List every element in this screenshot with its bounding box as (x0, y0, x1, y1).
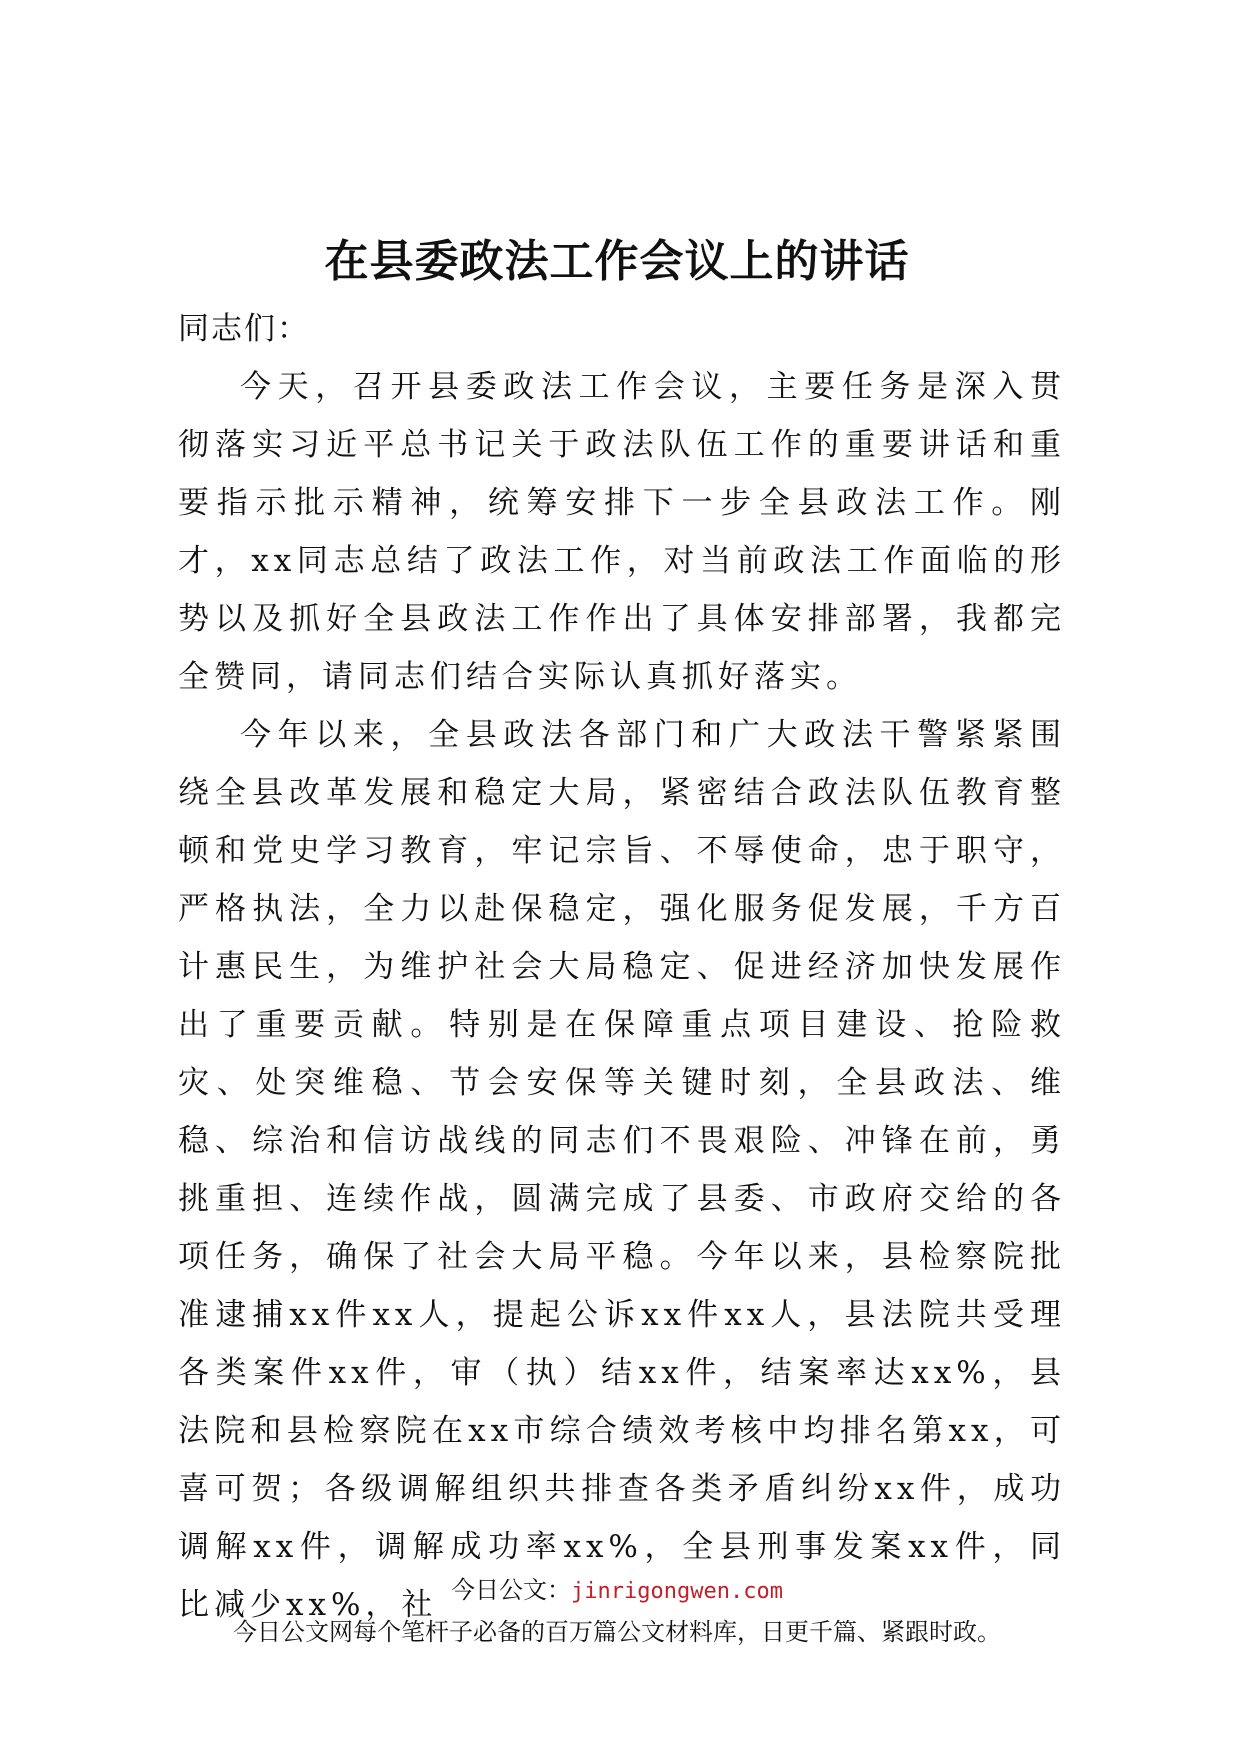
footer-slogan: 今日公文网每个笔杆子必备的百万篇公文材料库，日更千篇、紧跟时政。 (233, 1618, 1001, 1646)
footer-site-line (0, 1572, 1234, 1610)
paragraph-2: 今年以来，全县政法各部门和广大政法干警紧紧围绕全县改革发展和稳定大局，紧密结合政法队伍教育整顿和党史学习教育，牢记宗旨、不辱使命，忠于职守，严格执法，全力以赴保稳定，强化服务促发展，千方百计惠民生，为维护社会大局稳定、促进经济加快发展作出了重要贡献。特别是在保障重点项目建设、抢险救灾、处突维稳、节会安保等关键时刻，全县政法、维稳、综治和信访战线的同志们不畏艰险、冲锋在前，勇挑重担、连续作战，圆满完成了县委、市政府交给的各项任务，确保了社会大局平稳。今年以来，县检察院批准逮捕xx件xx人，提起公诉xx件xx人，县法院共受理各类案件xx件，审（执）结xx件，结案率达xx%，县法院和县检察院在xx市综合绩效考核中均排名第xx，可喜可贺；各级调解组织共排查各类矛盾纠纷xx件，成功调解xx件，调解成功率xx%，全县刑事发案xx件，同比减少xx%，社 (178, 717, 1066, 1623)
document-body (178, 358, 1066, 1634)
footer-site-label: 今日公文： (451, 1576, 572, 1604)
footer-site-url[interactable]: jinrigongwen.com (571, 1579, 783, 1604)
page-footer (0, 1572, 1234, 1650)
document-title: 在县委政法工作会议上的讲话 (324, 236, 910, 287)
salutation: 同志们： (178, 311, 310, 347)
paragraph-1: 今天，召开县委政法工作会议，主要任务是深入贯彻落实习近平总书记关于政法队伍工作的重要讲话和重要指示批示精神，统筹安排下一步全县政法工作。刚才，xx同志总结了政法工作，对当前政法工作面临的形势以及抓好全县政法工作作出了具体安排部署，我都完全赞同，请同志们结合实际认真抓好落实。 (178, 369, 1066, 695)
